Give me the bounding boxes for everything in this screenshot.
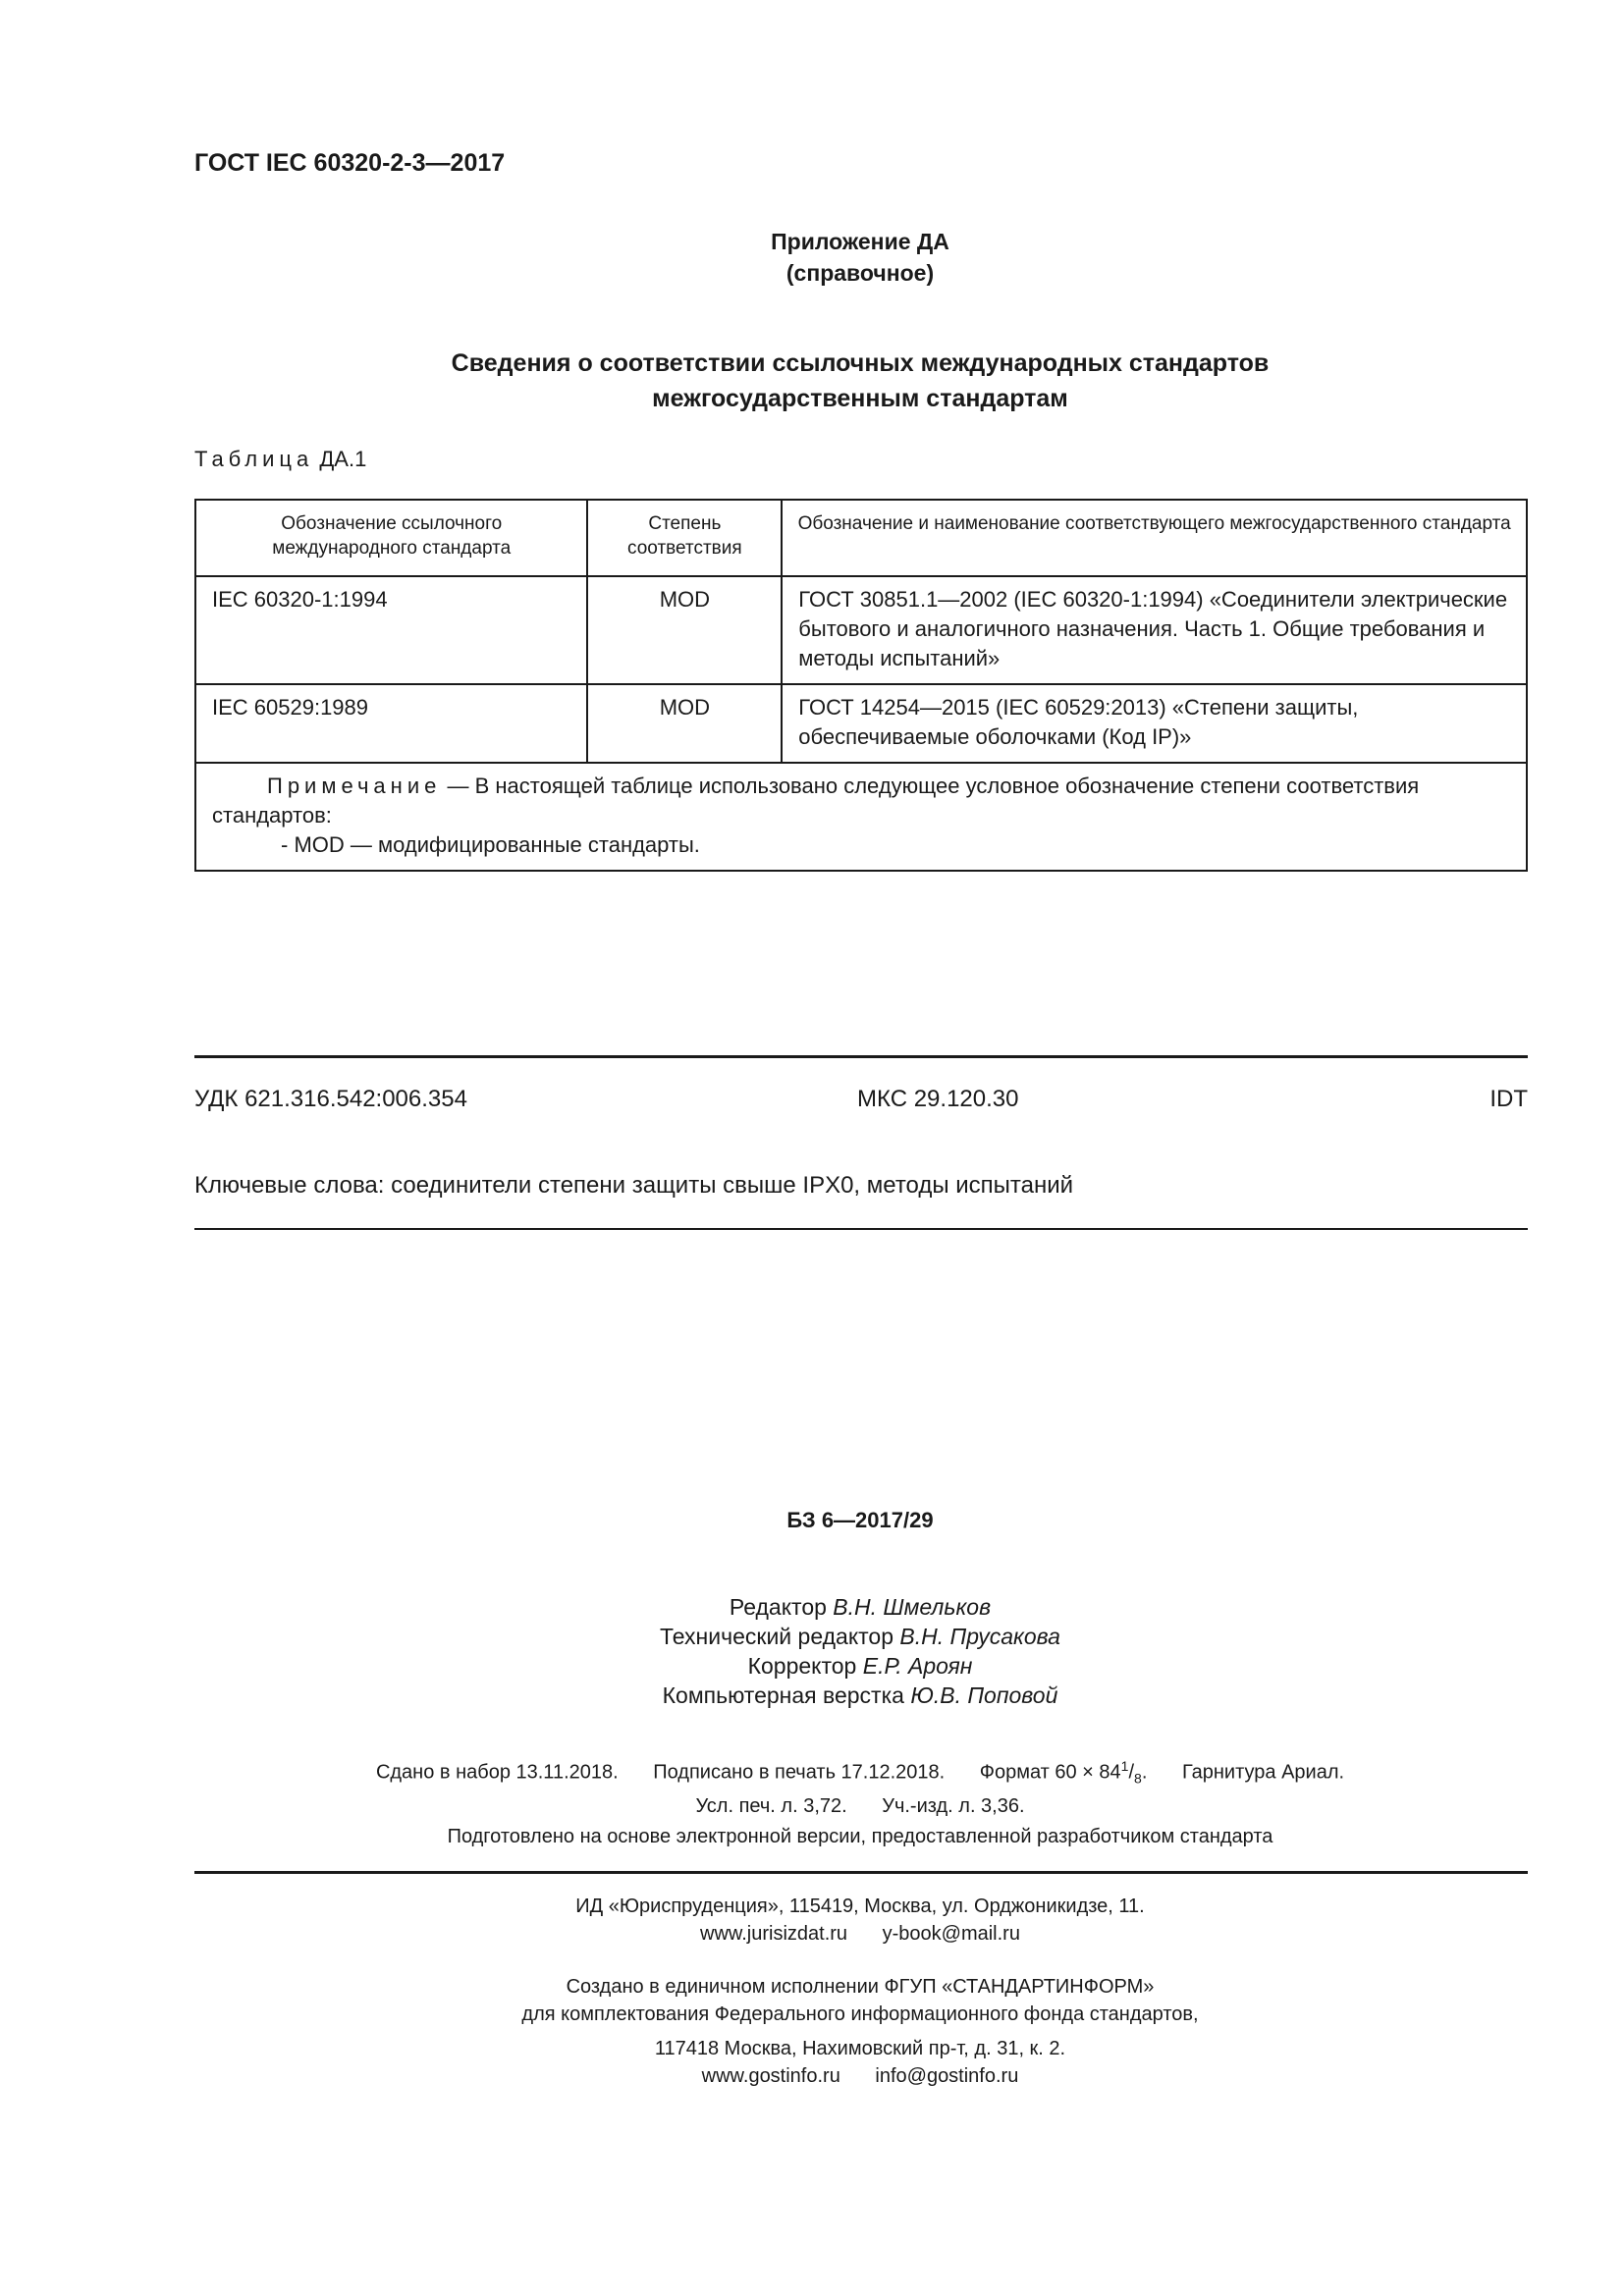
staff-layout: Компьютерная верстка Ю.В. Поповой xyxy=(662,1682,1058,1708)
annex-heading-line2: межгосударственным стандартам xyxy=(652,385,1068,412)
print-info xyxy=(194,1752,1526,1820)
publisher-site-link[interactable]: www.jurisizdat.ru xyxy=(700,1923,848,1945)
table-row xyxy=(195,684,1527,763)
print-info-line2: Усл. печ. л. 3,72. Уч.-изд. л. 3,36. xyxy=(695,1794,1025,1817)
staff-list xyxy=(194,1592,1526,1710)
standards-table xyxy=(194,499,1528,872)
divider xyxy=(194,1228,1528,1230)
annex-title-block xyxy=(194,226,1526,289)
annex-heading-line1: Сведения о соответствии ссылочных международных стандартов xyxy=(451,349,1270,377)
cell-degree: MOD xyxy=(587,576,782,684)
table-note xyxy=(195,763,1527,871)
annex-subtitle: (справочное) xyxy=(785,260,935,286)
cell-degree: MOD xyxy=(587,684,782,763)
staff-editor: Редактор В.Н. Шмельков xyxy=(729,1594,992,1620)
cell-interstate-standard: ГОСТ 30851.1—2002 (IEC 60320-1:1994) «Соединители электрические бытового и аналогичного назначения. Часть 1. Общие требования и методы испытаний» xyxy=(782,576,1527,684)
header-interstate-standard: Обозначение и наименование соответствующего межгосударственного стандарта xyxy=(782,500,1527,576)
publisher-address: ИД «Юриспруденция», 115419, Москва, ул. Орджоникидзе, 11. xyxy=(575,1896,1145,1917)
table-label-number: ДА.1 xyxy=(319,447,367,471)
staff-tech-editor: Технический редактор В.Н. Прусакова xyxy=(660,1624,1060,1649)
header-intl-standard: Обозначение ссылочного международного стандарта xyxy=(195,500,587,576)
created-line2: для комплектования Федерального информационного фонда стандартов, xyxy=(521,2003,1199,2025)
document-code: ГОСТ IEC 60320-2-3—2017 xyxy=(194,149,506,177)
table-label-prefix: Таблица xyxy=(194,447,314,471)
header-degree: Степень соответствия xyxy=(587,500,782,576)
bz-number: БЗ 6—2017/29 xyxy=(786,1508,934,1532)
cell-interstate-standard: ГОСТ 14254—2015 (IEC 60529:2013) «Степени защиты, обеспечиваемые оболочками (Код IP)» xyxy=(782,684,1527,763)
gostinfo-site-link[interactable]: www.gostinfo.ru xyxy=(701,2065,840,2087)
note-label: Примечание xyxy=(267,774,442,798)
cell-intl-standard: IEC 60529:1989 xyxy=(195,684,587,763)
publisher-email-link[interactable]: y-book@mail.ru xyxy=(882,1923,1020,1945)
created-info xyxy=(194,1973,1526,2028)
created-line1: Создано в единичном исполнении ФГУП «СТАНДАРТИНФОРМ» xyxy=(566,1976,1155,1998)
udk-code: УДК 621.316.542:006.354 xyxy=(194,1086,467,1112)
annex-title: Приложение ДА xyxy=(771,229,949,254)
print-info-line1: Сдано в набор 13.11.2018. Подписано в печать 17.12.2018. Формат $60 \times 84^1/_8$. Гарнитура Ариал. xyxy=(375,1758,1345,1787)
cell-intl-standard: IEC 60320-1:1994 xyxy=(195,576,587,684)
divider xyxy=(194,1871,1528,1874)
staff-corrector: Корректор Е.Р. Ароян xyxy=(747,1653,973,1679)
address-line: 117418 Москва, Нахимовский пр-т, д. 31, к. 2. xyxy=(654,2038,1066,2059)
gostinfo-address xyxy=(194,2035,1526,2090)
keywords: Ключевые слова: соединители степени защиты свыше IPX0, методы испытаний xyxy=(194,1172,1074,1199)
note-item: - MOD — модифицированные стандарты. xyxy=(281,832,700,857)
mks-code: МКС 29.120.30 xyxy=(857,1086,1019,1112)
table-label xyxy=(194,447,366,472)
publisher-info xyxy=(194,1893,1526,1948)
annex-heading xyxy=(194,346,1526,416)
table-row xyxy=(195,576,1527,684)
table-header-row xyxy=(195,500,1527,576)
note-text: — В настоящей таблице использовано следующее условное обозначение степени соответствия стандартов: xyxy=(212,774,1420,828)
divider xyxy=(194,1055,1528,1058)
gostinfo-email-link[interactable]: info@gostinfo.ru xyxy=(875,2065,1019,2087)
idt-label: IDT xyxy=(1489,1086,1528,1112)
table-note-row xyxy=(195,763,1527,871)
prepared-note: Подготовлено на основе электронной версии, предоставленной разработчиком стандарта xyxy=(447,1826,1273,1847)
